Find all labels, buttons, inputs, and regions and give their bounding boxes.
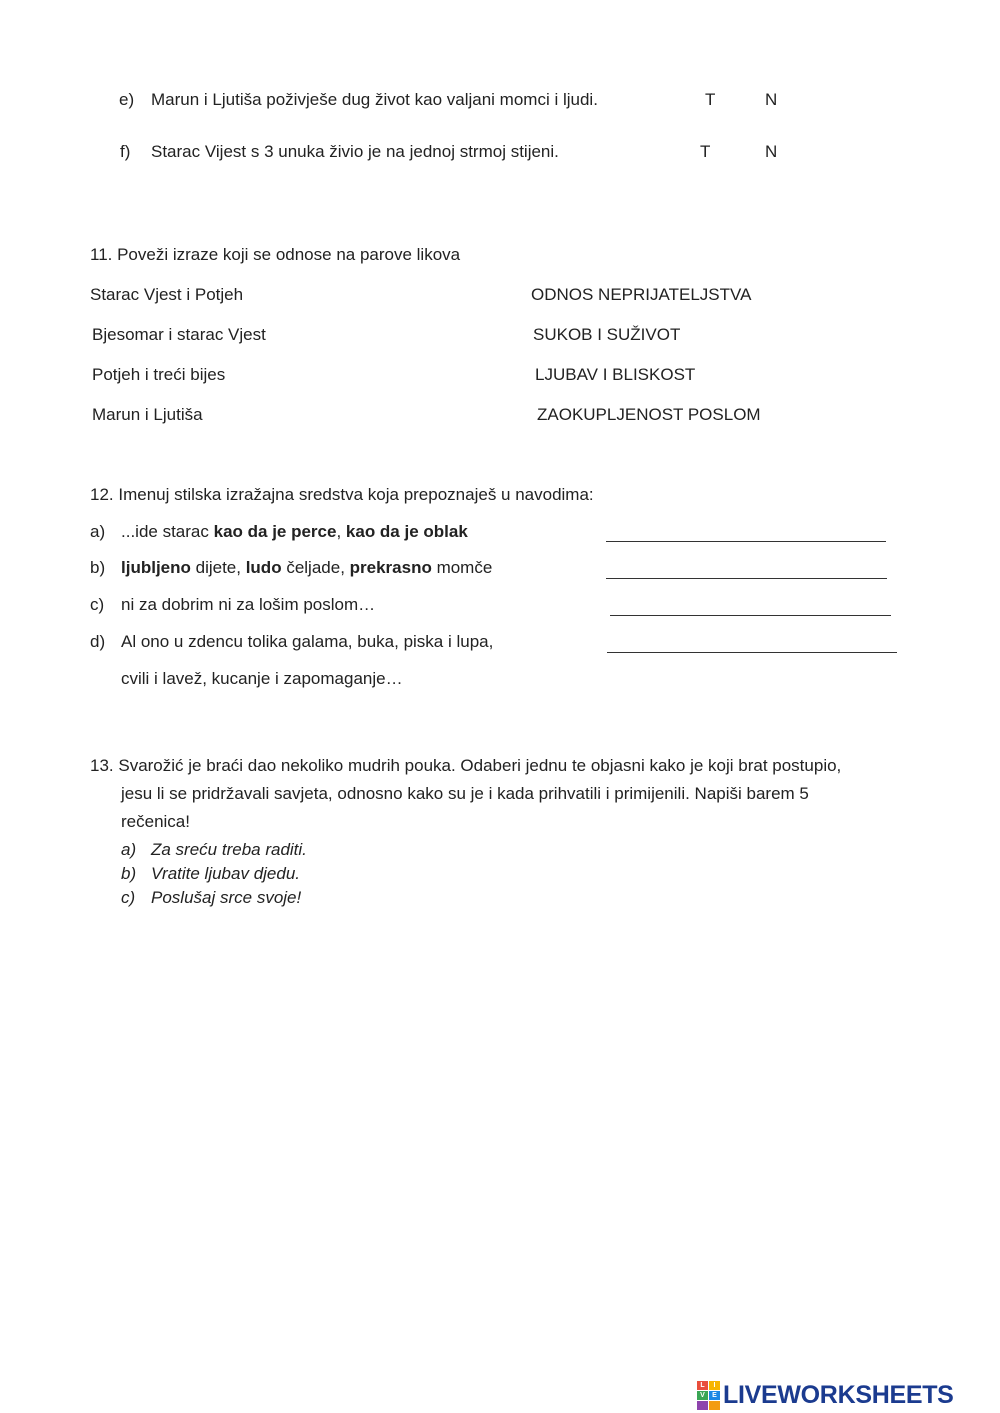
q12-letter-d: d) [90,632,106,651]
q13-option-b: Vratite ljubav djedu. [151,864,301,883]
q12-quote-d-line1: Al ono u zdencu tolika galama, buka, piska i lupa, [121,632,494,651]
tf-statement-e: Marun i Ljutiša poživješe dug život kao valjani momci i ljudi. [151,90,598,109]
q13-option-c: Poslušaj srce svoje! [151,888,302,907]
q13-option-a: Za sreću treba raditi. [151,840,307,859]
q11-right-item-4[interactable]: ZAOKUPLJENOST POSLOM [537,405,761,424]
q12-quote-a: ...ide starac kao da je perce, kao da je oblak [121,522,468,541]
q11-left-item-3[interactable]: Potjeh i treći bijes [92,365,226,384]
q13-text-line1: 13. Svarožić je braći dao nekoliko mudrih pouka. Odaberi jednu te objasni kako je koji brat postupio, [90,756,842,775]
logo-grid-icon: L I V E [697,1381,720,1410]
tf-false-option-e[interactable]: N [765,90,778,109]
q12-letter-c: c) [90,595,105,614]
q12-answer-line-a[interactable] [606,541,886,542]
q11-right-item-1[interactable]: ODNOS NEPRIJATELJSTVA [531,285,752,304]
q12-quote-c: ni za dobrim ni za lošim poslom… [121,595,376,614]
q13-option-letter-b: b) [121,864,137,883]
q12-answer-line-c[interactable] [610,615,891,616]
tf-true-option-e[interactable]: T [705,90,716,109]
q12-title: 12. Imenuj stilska izražajna sredstva koja prepoznaješ u navodima: [90,485,594,504]
logo-text: LIVEWORKSHEETS [723,1380,954,1409]
q12-quote-d-line2: cvili i lavež, kucanje i zapomaganje… [121,669,403,688]
q11-title: 11. Poveži izraze koji se odnose na parove likova [90,245,461,264]
q13-option-letter-c: c) [121,888,136,907]
liveworksheets-logo [697,1378,954,1412]
q12-letter-a: a) [90,522,106,541]
q12-letter-b: b) [90,558,106,577]
q13-text-line2: jesu li se pridržavali savjeta, odnosno kako su je i kada prihvatili i primijenili. Napiši barem 5 [121,784,809,803]
q12-quote-b: ljubljeno dijete, ludo čeljade, prekrasno momče [121,558,493,577]
tf-true-option-f[interactable]: T [700,142,711,161]
tf-statement-f: Starac Vijest s 3 unuka živio je na jednoj strmoj stijeni. [151,142,559,161]
q13-text-line3: rečenica! [121,812,190,831]
tf-false-option-f[interactable]: N [765,142,778,161]
q12-answer-line-d[interactable] [607,652,897,653]
tf-letter-f: f) [120,142,131,161]
q11-left-item-1[interactable]: Starac Vjest i Potjeh [90,285,244,304]
q13-option-letter-a: a) [121,840,137,859]
q12-answer-line-b[interactable] [606,578,887,579]
tf-letter-e: e) [119,90,135,109]
q11-right-item-3[interactable]: LJUBAV I BLISKOST [535,365,696,384]
q11-left-item-4[interactable]: Marun i Ljutiša [92,405,203,424]
q11-right-item-2[interactable]: SUKOB I SUŽIVOT [533,325,681,344]
q11-left-item-2[interactable]: Bjesomar i starac Vjest [92,325,266,344]
